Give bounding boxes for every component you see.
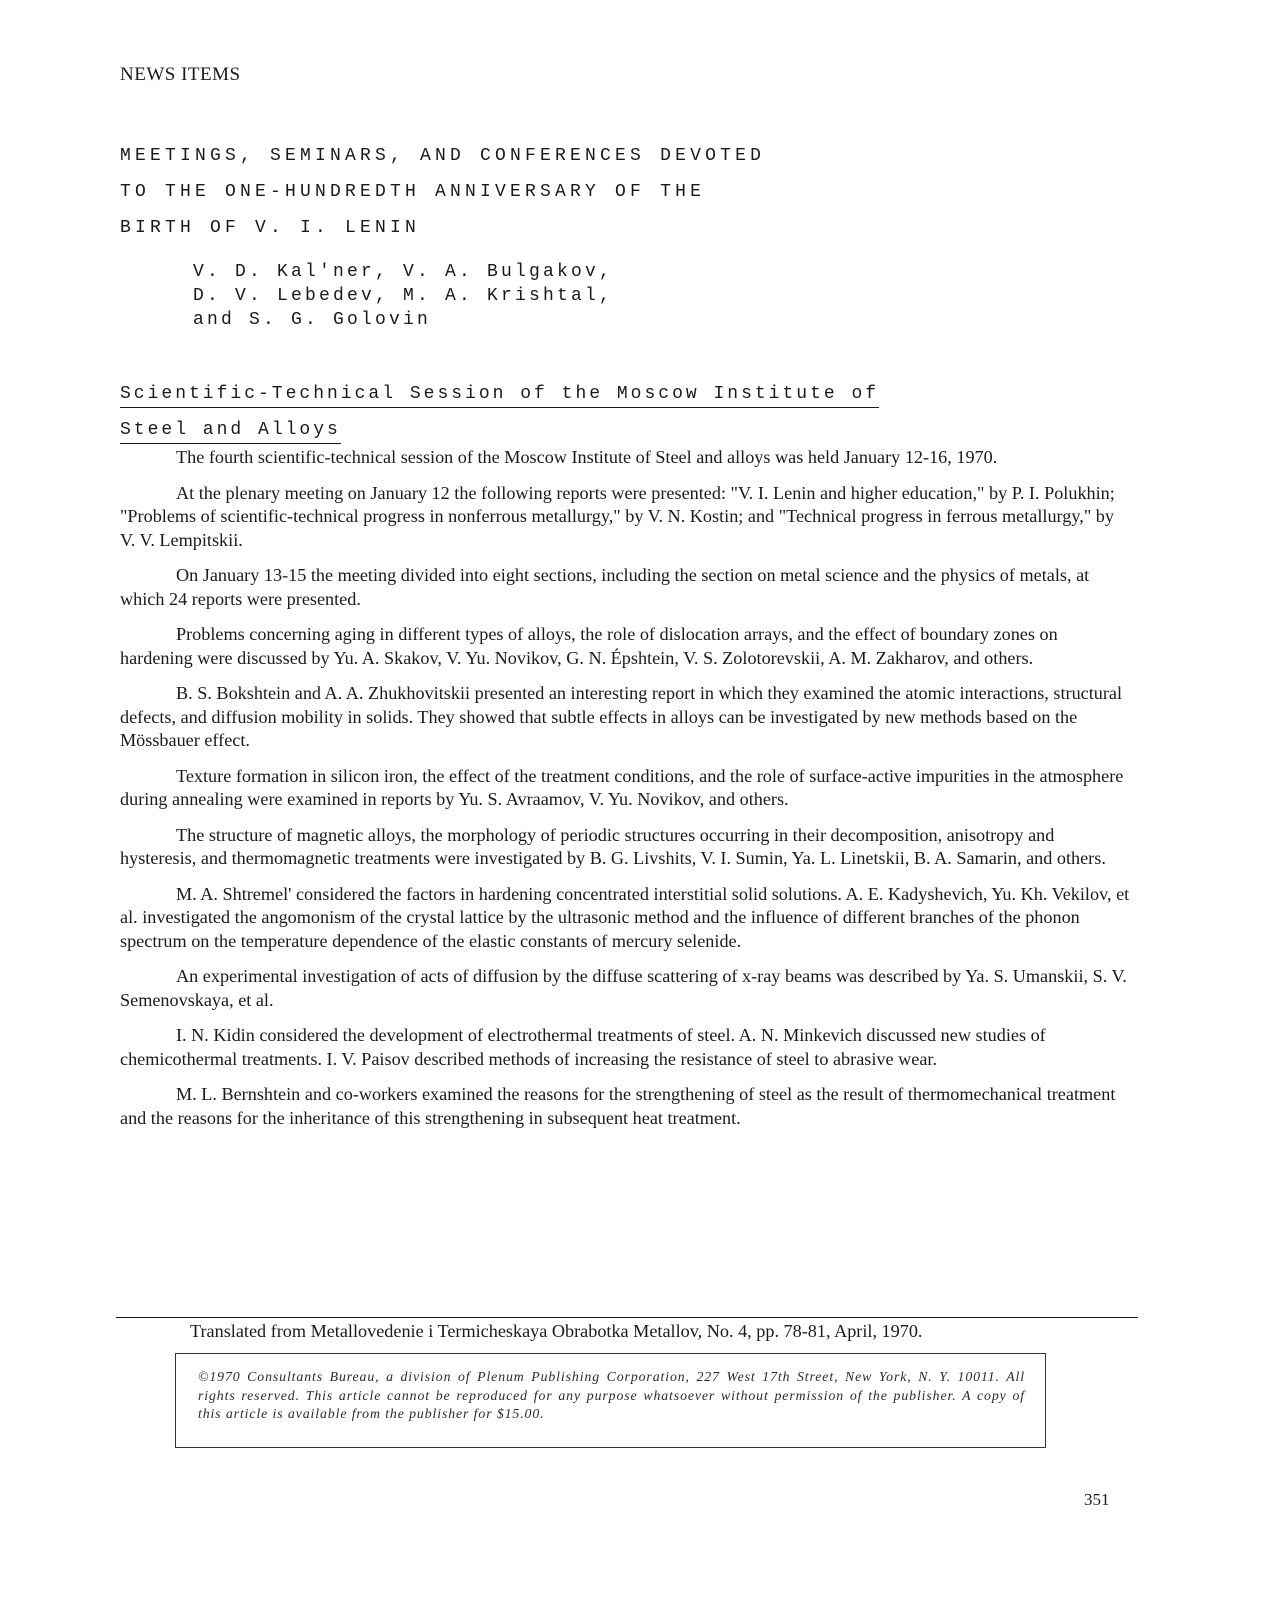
paragraph: Texture formation in silicon iron, the effect of the treatment conditions, and the role of surface-active impurities in the atmosphere during annealing were examined in reports by Yu. S. Avraamov, V. Yu. Novikov, and others. (120, 765, 1124, 809)
author-line-3: and S. G. Golovin (193, 310, 432, 330)
paragraph: Problems concerning aging in different types of alloys, the role of dislocation arrays, and the effect of boundary zones on hardening were discussed by Yu. A. Skakov, V. Yu. Novikov, G. N. Épshtein, V. S. Zolotorevskii, A. M. Zakharov, and others. (120, 624, 1058, 668)
session-heading-line-2: Steel and Alloys (120, 420, 341, 444)
paragraph: B. S. Bokshtein and A. A. Zhukhovitskii presented an interesting report in which they examined the atomic interactions, structural defects, and diffusion mobility in solids. They showed that subtle effects in alloys can be investigated by new methods based on the Mössbauer effect. (120, 683, 1123, 750)
paragraph: An experimental investigation of acts of diffusion by the diffuse scattering of x-ray beams was described by Ya. S. Umanskii, S. V. Semenovskaya, et al. (120, 966, 1127, 1010)
title-line-3: BIRTH OF V. I. LENIN (120, 218, 421, 238)
title-line-1: MEETINGS, SEMINARS, AND CONFERENCES DEVOTED (120, 146, 766, 166)
paragraph: M. L. Bernshtein and co-workers examined the reasons for the strengthening of steel as the result of thermomechanical treatment and the reasons for the inheritance of this strengthening in subsequent heat treatment. (120, 1084, 1116, 1128)
session-heading-line-1: Scientific-Technical Session of the Moscow Institute of (120, 384, 879, 408)
article-body (120, 446, 1132, 1142)
section-label: NEWS ITEMS (120, 64, 241, 85)
paragraph: I. N. Kidin considered the development of electrothermal treatments of steel. A. N. Minkevich discussed new studies of chemicothermal treatments. I. V. Paisov described methods of increasing the resistance of steel to abrasive wear. (120, 1025, 1046, 1069)
paragraph: The structure of magnetic alloys, the morphology of periodic structures occurring in their decomposition, anisotropy and hysteresis, and thermomagnetic treatments were investigated by B. G. Livshits, V. I. Sumin, Ya. L. Linetskii, B. A. Samarin, and others. (120, 824, 1106, 868)
copyright-notice: ©1970 Consultants Bureau, a division of Plenum Publishing Corporation, 227 West 17th Street, New York, N. Y. 10011. All rights reserved. This article cannot be reproduced for any purpose whatsoever without permission of the publisher. A copy of this article is available from the publisher for $15.00. (175, 1353, 1046, 1448)
translation-note: Translated from Metallovedenie i Termicheskaya Obrabotka Metallov, No. 4, pp. 78-81, April, 1970. (190, 1321, 923, 1341)
paragraph: At the plenary meeting on January 12 the following reports were presented: "V. I. Lenin and higher education," by P. I. Polukhin; "Problems of scientific-technical progress in nonferrous metallurgy," by V. N. Kostin; and "Technical progress in ferrous metallurgy," by V. V. Lempitskii. (120, 482, 1115, 550)
paragraph: On January 13-15 the meeting divided into eight sections, including the section on metal science and the physics of metals, at which 24 reports were presented. (120, 565, 1090, 609)
author-line-2: D. V. Lebedev, M. A. Krishtal, (193, 286, 614, 306)
footer-divider (116, 1317, 1138, 1318)
author-line-1: V. D. Kal'ner, V. A. Bulgakov, (193, 262, 614, 282)
page-number: 351 (1084, 1490, 1110, 1509)
paragraph: The fourth scientific-technical session of the Moscow Institute of Steel and alloys was held January 12-16, 1970. (176, 447, 998, 467)
article-title (120, 138, 765, 246)
session-heading (120, 376, 879, 448)
paragraph: M. A. Shtremel' considered the factors in hardening concentrated interstitial solid solutions. A. E. Kadyshevich, Yu. Kh. Vekilov, et al. investigated the angomonism of the crystal lattice by the ultrasonic method and the influence of different branches of the phonon spectrum on the temperature dependence of the elastic constants of mercury selenide. (120, 883, 1130, 951)
title-line-2: TO THE ONE-HUNDREDTH ANNIVERSARY OF THE (120, 182, 706, 202)
author-list (193, 260, 613, 332)
